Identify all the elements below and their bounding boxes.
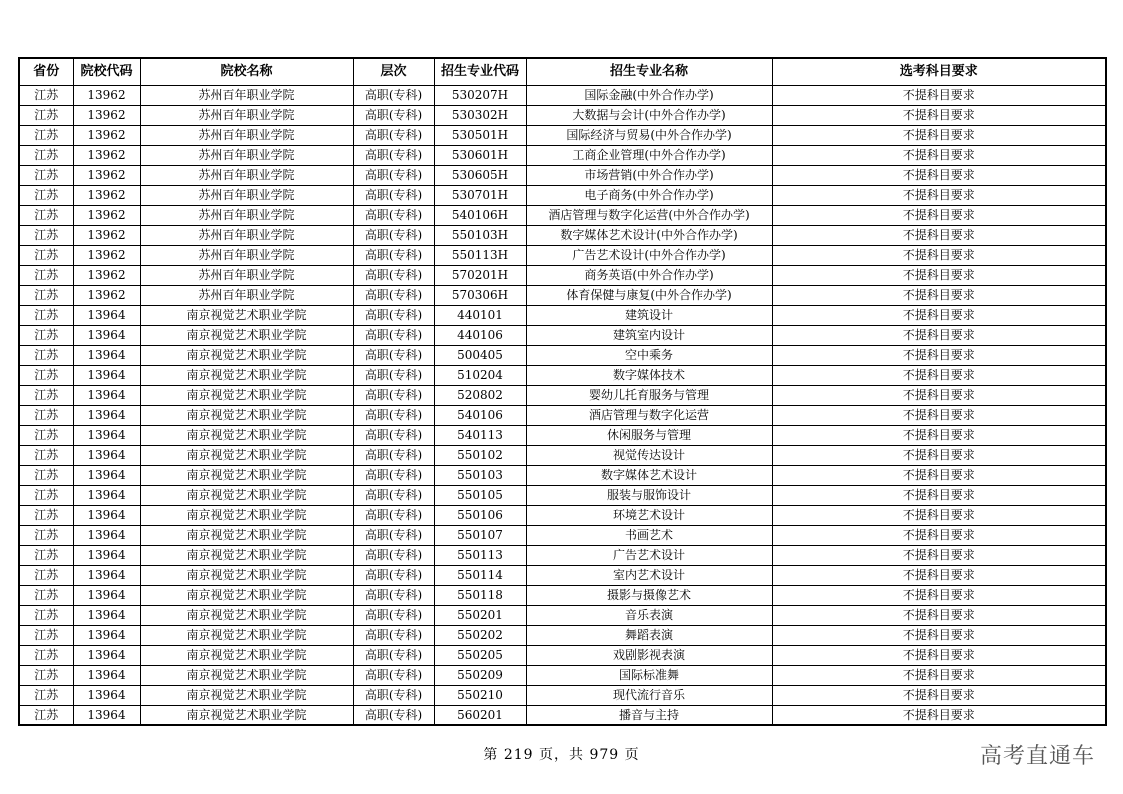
cell-major-name: 广告艺术设计(中外合作办学) — [526, 245, 772, 265]
table-row — [19, 165, 1106, 185]
header-level: 层次 — [353, 58, 434, 85]
cell-major-code: 440101 — [434, 305, 526, 325]
cell-subject-requirement: 不提科目要求 — [772, 485, 1106, 505]
cell-level: 高职(专科) — [353, 365, 434, 385]
cell-major-code: 570201H — [434, 265, 526, 285]
header-subject-requirement: 选考科目要求 — [772, 58, 1106, 85]
cell-level: 高职(专科) — [353, 185, 434, 205]
cell-school-code: 13964 — [73, 565, 140, 585]
cell-major-code: 570306H — [434, 285, 526, 305]
cell-level: 高职(专科) — [353, 525, 434, 545]
cell-major-code: 530601H — [434, 145, 526, 165]
cell-level: 高职(专科) — [353, 305, 434, 325]
cell-level: 高职(专科) — [353, 245, 434, 265]
cell-school-code: 13964 — [73, 505, 140, 525]
cell-subject-requirement: 不提科目要求 — [772, 305, 1106, 325]
cell-major-code: 550114 — [434, 565, 526, 585]
table-row — [19, 545, 1106, 565]
cell-major-name: 广告艺术设计 — [526, 545, 772, 565]
cell-major-code: 550103 — [434, 465, 526, 485]
cell-major-code: 550210 — [434, 685, 526, 705]
cell-major-name: 国际金融(中外合作办学) — [526, 85, 772, 105]
cell-subject-requirement: 不提科目要求 — [772, 405, 1106, 425]
cell-major-code: 550106 — [434, 505, 526, 525]
cell-major-code: 520802 — [434, 385, 526, 405]
cell-major-code: 440106 — [434, 325, 526, 345]
cell-level: 高职(专科) — [353, 545, 434, 565]
cell-school-code: 13962 — [73, 185, 140, 205]
cell-school-name: 南京视觉艺术职业学院 — [140, 425, 353, 445]
cell-school-name: 苏州百年职业学院 — [140, 85, 353, 105]
cell-level: 高职(专科) — [353, 425, 434, 445]
cell-school-code: 13964 — [73, 425, 140, 445]
cell-school-name: 南京视觉艺术职业学院 — [140, 505, 353, 525]
cell-school-code: 13964 — [73, 665, 140, 685]
header-school-code: 院校代码 — [73, 58, 140, 85]
cell-school-name: 南京视觉艺术职业学院 — [140, 445, 353, 465]
cell-major-name: 建筑设计 — [526, 305, 772, 325]
table-row — [19, 185, 1106, 205]
cell-school-name: 南京视觉艺术职业学院 — [140, 545, 353, 565]
table-header — [19, 58, 1106, 85]
cell-province: 江苏 — [19, 285, 73, 305]
cell-school-code: 13964 — [73, 625, 140, 645]
cell-subject-requirement: 不提科目要求 — [772, 605, 1106, 625]
cell-level: 高职(专科) — [353, 145, 434, 165]
cell-level: 高职(专科) — [353, 165, 434, 185]
cell-major-code: 500405 — [434, 345, 526, 365]
cell-subject-requirement: 不提科目要求 — [772, 85, 1106, 105]
cell-major-code: 530207H — [434, 85, 526, 105]
cell-major-name: 视觉传达设计 — [526, 445, 772, 465]
cell-major-name: 数字媒体技术 — [526, 365, 772, 385]
table-row — [19, 365, 1106, 385]
cell-province: 江苏 — [19, 305, 73, 325]
table-row — [19, 325, 1106, 345]
cell-major-code: 550201 — [434, 605, 526, 625]
cell-major-name: 电子商务(中外合作办学) — [526, 185, 772, 205]
page-number: 第 219 页，共 979 页 — [483, 747, 640, 763]
cell-province: 江苏 — [19, 545, 73, 565]
cell-level: 高职(专科) — [353, 445, 434, 465]
cell-province: 江苏 — [19, 425, 73, 445]
table-row — [19, 105, 1106, 125]
table-row — [19, 405, 1106, 425]
cell-major-name: 大数据与会计(中外合作办学) — [526, 105, 772, 125]
cell-subject-requirement: 不提科目要求 — [772, 705, 1106, 725]
cell-province: 江苏 — [19, 685, 73, 705]
cell-school-code: 13962 — [73, 265, 140, 285]
cell-subject-requirement: 不提科目要求 — [772, 285, 1106, 305]
cell-major-code: 550103H — [434, 225, 526, 245]
cell-subject-requirement: 不提科目要求 — [772, 445, 1106, 465]
cell-school-name: 南京视觉艺术职业学院 — [140, 525, 353, 545]
table-row — [19, 605, 1106, 625]
cell-subject-requirement: 不提科目要求 — [772, 505, 1106, 525]
cell-subject-requirement: 不提科目要求 — [772, 185, 1106, 205]
cell-level: 高职(专科) — [353, 405, 434, 425]
cell-school-name: 南京视觉艺术职业学院 — [140, 345, 353, 365]
cell-school-code: 13962 — [73, 205, 140, 225]
cell-school-name: 苏州百年职业学院 — [140, 145, 353, 165]
cell-major-name: 现代流行音乐 — [526, 685, 772, 705]
cell-subject-requirement: 不提科目要求 — [772, 125, 1106, 145]
cell-province: 江苏 — [19, 505, 73, 525]
cell-school-name: 南京视觉艺术职业学院 — [140, 405, 353, 425]
cell-province: 江苏 — [19, 265, 73, 285]
cell-province: 江苏 — [19, 245, 73, 265]
cell-school-code: 13962 — [73, 165, 140, 185]
table-row — [19, 565, 1106, 585]
cell-school-code: 13962 — [73, 85, 140, 105]
cell-school-name: 苏州百年职业学院 — [140, 245, 353, 265]
cell-school-code: 13964 — [73, 305, 140, 325]
header-province: 省份 — [19, 58, 73, 85]
cell-school-code: 13962 — [73, 105, 140, 125]
cell-major-code: 560201 — [434, 705, 526, 725]
cell-province: 江苏 — [19, 585, 73, 605]
cell-level: 高职(专科) — [353, 505, 434, 525]
cell-major-code: 550209 — [434, 665, 526, 685]
cell-major-code: 530605H — [434, 165, 526, 185]
cell-major-code: 530701H — [434, 185, 526, 205]
cell-province: 江苏 — [19, 465, 73, 485]
cell-subject-requirement: 不提科目要求 — [772, 325, 1106, 345]
table-row — [19, 125, 1106, 145]
cell-subject-requirement: 不提科目要求 — [772, 465, 1106, 485]
cell-school-code: 13964 — [73, 365, 140, 385]
cell-school-code: 13964 — [73, 645, 140, 665]
cell-level: 高职(专科) — [353, 85, 434, 105]
cell-province: 江苏 — [19, 645, 73, 665]
table-row — [19, 665, 1106, 685]
cell-subject-requirement: 不提科目要求 — [772, 205, 1106, 225]
cell-subject-requirement: 不提科目要求 — [772, 165, 1106, 185]
cell-major-name: 音乐表演 — [526, 605, 772, 625]
cell-major-code: 550105 — [434, 485, 526, 505]
cell-level: 高职(专科) — [353, 285, 434, 305]
cell-province: 江苏 — [19, 85, 73, 105]
cell-school-code: 13964 — [73, 445, 140, 465]
cell-subject-requirement: 不提科目要求 — [772, 105, 1106, 125]
table-body — [19, 85, 1106, 725]
cell-school-code: 13962 — [73, 225, 140, 245]
cell-major-name: 空中乘务 — [526, 345, 772, 365]
cell-major-code: 550113H — [434, 245, 526, 265]
cell-province: 江苏 — [19, 185, 73, 205]
cell-province: 江苏 — [19, 625, 73, 645]
cell-province: 江苏 — [19, 485, 73, 505]
cell-major-name: 酒店管理与数字化运营(中外合作办学) — [526, 205, 772, 225]
cell-school-name: 苏州百年职业学院 — [140, 265, 353, 285]
cell-major-code: 540106H — [434, 205, 526, 225]
cell-subject-requirement: 不提科目要求 — [772, 385, 1106, 405]
cell-province: 江苏 — [19, 705, 73, 725]
cell-province: 江苏 — [19, 225, 73, 245]
cell-major-code: 550202 — [434, 625, 526, 645]
table-row — [19, 145, 1106, 165]
cell-province: 江苏 — [19, 205, 73, 225]
cell-level: 高职(专科) — [353, 465, 434, 485]
table-row — [19, 85, 1106, 105]
cell-major-code: 550118 — [434, 585, 526, 605]
cell-subject-requirement: 不提科目要求 — [772, 345, 1106, 365]
cell-province: 江苏 — [19, 525, 73, 545]
cell-major-name: 摄影与摄像艺术 — [526, 585, 772, 605]
cell-major-code: 540113 — [434, 425, 526, 445]
cell-level: 高职(专科) — [353, 345, 434, 365]
cell-school-name: 南京视觉艺术职业学院 — [140, 645, 353, 665]
cell-province: 江苏 — [19, 145, 73, 165]
cell-school-name: 南京视觉艺术职业学院 — [140, 585, 353, 605]
cell-school-name: 南京视觉艺术职业学院 — [140, 305, 353, 325]
cell-school-code: 13964 — [73, 385, 140, 405]
cell-subject-requirement: 不提科目要求 — [772, 665, 1106, 685]
cell-school-name: 南京视觉艺术职业学院 — [140, 705, 353, 725]
table-row — [19, 425, 1106, 445]
cell-school-code: 13964 — [73, 605, 140, 625]
table-row — [19, 245, 1106, 265]
cell-level: 高职(专科) — [353, 665, 434, 685]
cell-school-code: 13964 — [73, 465, 140, 485]
cell-major-name: 室内艺术设计 — [526, 565, 772, 585]
header-major-name: 招生专业名称 — [526, 58, 772, 85]
cell-major-name: 数字媒体艺术设计 — [526, 465, 772, 485]
cell-level: 高职(专科) — [353, 625, 434, 645]
cell-subject-requirement: 不提科目要求 — [772, 425, 1106, 445]
cell-school-name: 南京视觉艺术职业学院 — [140, 365, 353, 385]
cell-major-name: 国际标准舞 — [526, 665, 772, 685]
cell-subject-requirement: 不提科目要求 — [772, 525, 1106, 545]
cell-major-name: 酒店管理与数字化运营 — [526, 405, 772, 425]
cell-major-code: 550205 — [434, 645, 526, 665]
cell-major-name: 体育保健与康复(中外合作办学) — [526, 285, 772, 305]
table-row — [19, 445, 1106, 465]
cell-major-code: 550113 — [434, 545, 526, 565]
cell-school-code: 13964 — [73, 485, 140, 505]
table-row — [19, 685, 1106, 705]
cell-subject-requirement: 不提科目要求 — [772, 225, 1106, 245]
cell-major-name: 环境艺术设计 — [526, 505, 772, 525]
table-row — [19, 705, 1106, 725]
cell-school-name: 南京视觉艺术职业学院 — [140, 685, 353, 705]
cell-level: 高职(专科) — [353, 225, 434, 245]
cell-major-name: 舞蹈表演 — [526, 625, 772, 645]
cell-major-name: 商务英语(中外合作办学) — [526, 265, 772, 285]
table-row — [19, 465, 1106, 485]
cell-school-code: 13964 — [73, 525, 140, 545]
cell-major-name: 休闲服务与管理 — [526, 425, 772, 445]
cell-subject-requirement: 不提科目要求 — [772, 365, 1106, 385]
cell-school-code: 13962 — [73, 285, 140, 305]
cell-major-name: 国际经济与贸易(中外合作办学) — [526, 125, 772, 145]
cell-province: 江苏 — [19, 345, 73, 365]
header-school-name: 院校名称 — [140, 58, 353, 85]
cell-province: 江苏 — [19, 125, 73, 145]
cell-level: 高职(专科) — [353, 485, 434, 505]
table-row — [19, 285, 1106, 305]
cell-major-name: 建筑室内设计 — [526, 325, 772, 345]
cell-major-name: 婴幼儿托育服务与管理 — [526, 385, 772, 405]
cell-major-name: 工商企业管理(中外合作办学) — [526, 145, 772, 165]
cell-subject-requirement: 不提科目要求 — [772, 645, 1106, 665]
cell-school-name: 南京视觉艺术职业学院 — [140, 385, 353, 405]
table-row — [19, 225, 1106, 245]
cell-province: 江苏 — [19, 105, 73, 125]
cell-level: 高职(专科) — [353, 325, 434, 345]
cell-school-code: 13964 — [73, 685, 140, 705]
cell-school-name: 南京视觉艺术职业学院 — [140, 565, 353, 585]
cell-major-code: 510204 — [434, 365, 526, 385]
cell-school-code: 13962 — [73, 145, 140, 165]
table-row — [19, 385, 1106, 405]
cell-school-name: 苏州百年职业学院 — [140, 105, 353, 125]
cell-school-name: 苏州百年职业学院 — [140, 225, 353, 245]
cell-school-name: 南京视觉艺术职业学院 — [140, 485, 353, 505]
cell-school-name: 苏州百年职业学院 — [140, 205, 353, 225]
cell-subject-requirement: 不提科目要求 — [772, 585, 1106, 605]
cell-subject-requirement: 不提科目要求 — [772, 545, 1106, 565]
table-row — [19, 625, 1106, 645]
cell-major-code: 540106 — [434, 405, 526, 425]
cell-subject-requirement: 不提科目要求 — [772, 265, 1106, 285]
cell-province: 江苏 — [19, 605, 73, 625]
cell-subject-requirement: 不提科目要求 — [772, 625, 1106, 645]
cell-school-code: 13964 — [73, 585, 140, 605]
cell-school-code: 13962 — [73, 125, 140, 145]
cell-province: 江苏 — [19, 405, 73, 425]
cell-school-name: 南京视觉艺术职业学院 — [140, 625, 353, 645]
cell-subject-requirement: 不提科目要求 — [772, 685, 1106, 705]
cell-level: 高职(专科) — [353, 585, 434, 605]
cell-school-code: 13964 — [73, 705, 140, 725]
cell-level: 高职(专科) — [353, 385, 434, 405]
cell-subject-requirement: 不提科目要求 — [772, 245, 1106, 265]
cell-province: 江苏 — [19, 165, 73, 185]
table-row — [19, 205, 1106, 225]
table-row — [19, 525, 1106, 545]
cell-school-name: 苏州百年职业学院 — [140, 185, 353, 205]
cell-major-name: 戏剧影视表演 — [526, 645, 772, 665]
cell-school-name: 南京视觉艺术职业学院 — [140, 665, 353, 685]
cell-level: 高职(专科) — [353, 265, 434, 285]
cell-level: 高职(专科) — [353, 565, 434, 585]
table-row — [19, 645, 1106, 665]
table-row — [19, 265, 1106, 285]
cell-province: 江苏 — [19, 665, 73, 685]
cell-level: 高职(专科) — [353, 645, 434, 665]
cell-province: 江苏 — [19, 385, 73, 405]
watermark-text: 高考直通车 — [979, 744, 1095, 769]
header-row — [19, 58, 1106, 85]
cell-major-code: 530302H — [434, 105, 526, 125]
cell-major-name: 服装与服饰设计 — [526, 485, 772, 505]
cell-major-code: 550107 — [434, 525, 526, 545]
cell-school-code: 13962 — [73, 245, 140, 265]
cell-province: 江苏 — [19, 445, 73, 465]
enrollment-table-container — [18, 57, 1105, 726]
cell-major-name: 书画艺术 — [526, 525, 772, 545]
cell-level: 高职(专科) — [353, 105, 434, 125]
enrollment-table — [18, 57, 1107, 726]
cell-school-name: 南京视觉艺术职业学院 — [140, 605, 353, 625]
cell-school-name: 苏州百年职业学院 — [140, 125, 353, 145]
cell-major-name: 播音与主持 — [526, 705, 772, 725]
cell-level: 高职(专科) — [353, 125, 434, 145]
cell-subject-requirement: 不提科目要求 — [772, 565, 1106, 585]
cell-level: 高职(专科) — [353, 705, 434, 725]
cell-school-code: 13964 — [73, 405, 140, 425]
table-row — [19, 585, 1106, 605]
cell-level: 高职(专科) — [353, 205, 434, 225]
cell-school-name: 南京视觉艺术职业学院 — [140, 465, 353, 485]
cell-major-code: 530501H — [434, 125, 526, 145]
cell-province: 江苏 — [19, 325, 73, 345]
table-row — [19, 305, 1106, 325]
cell-school-name: 苏州百年职业学院 — [140, 165, 353, 185]
cell-school-name: 苏州百年职业学院 — [140, 285, 353, 305]
cell-level: 高职(专科) — [353, 685, 434, 705]
cell-province: 江苏 — [19, 565, 73, 585]
cell-major-name: 市场营销(中外合作办学) — [526, 165, 772, 185]
cell-level: 高职(专科) — [353, 605, 434, 625]
table-row — [19, 345, 1106, 365]
table-row — [19, 505, 1106, 525]
header-major-code: 招生专业代码 — [434, 58, 526, 85]
cell-school-code: 13964 — [73, 325, 140, 345]
table-row — [19, 485, 1106, 505]
cell-major-name: 数字媒体艺术设计(中外合作办学) — [526, 225, 772, 245]
cell-major-code: 550102 — [434, 445, 526, 465]
cell-province: 江苏 — [19, 365, 73, 385]
cell-school-name: 南京视觉艺术职业学院 — [140, 325, 353, 345]
cell-school-code: 13964 — [73, 545, 140, 565]
cell-subject-requirement: 不提科目要求 — [772, 145, 1106, 165]
cell-school-code: 13964 — [73, 345, 140, 365]
